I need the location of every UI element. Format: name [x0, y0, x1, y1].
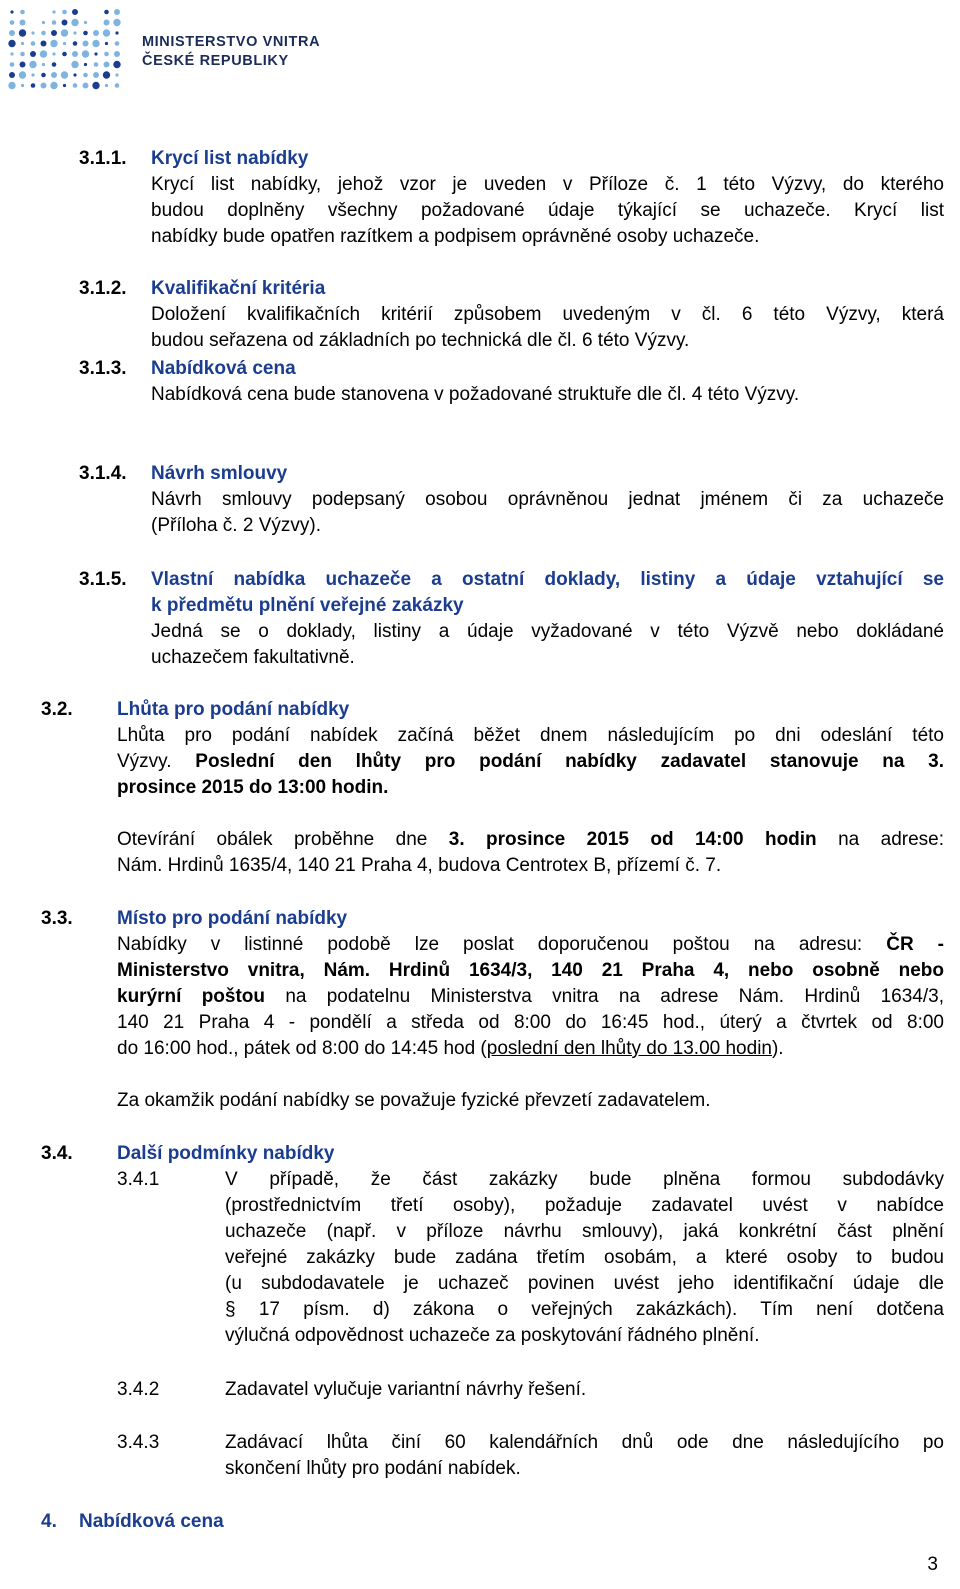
section-3-1-1	[151, 146, 944, 250]
logo-dot	[71, 19, 78, 26]
paragraph-line: Lhůta pro podání nabídek začíná běžet dnem následujícím po dni odeslání této	[117, 725, 944, 746]
logo-dot	[115, 31, 118, 34]
logo-dot	[114, 9, 120, 15]
logo-text-line1: MINISTERSTVO VNITRA	[142, 34, 321, 50]
section-number-3-1-1: 3.1.1.	[79, 148, 127, 169]
logo-dot	[20, 52, 25, 57]
logo-dot	[104, 10, 109, 15]
logo-dot	[62, 52, 67, 57]
text-run: na podatelnu Ministerstva vnitra na adrese Nám. Hrdinů 1634/3,	[285, 986, 944, 1007]
paragraph-line: výlučná odpovědnost uchazeče za poskytování řádného plnění.	[225, 1325, 760, 1346]
logo-dot	[72, 51, 78, 57]
section-title: Návrh smlouvy	[151, 463, 288, 484]
text-run: na adrese:	[838, 829, 945, 850]
logo-dot	[93, 72, 99, 78]
logo-dot	[113, 61, 120, 68]
logo-dot	[105, 42, 108, 45]
logo-dot	[72, 9, 78, 15]
logo-dot	[73, 73, 76, 76]
courier-bold-text: kurýrní poštou	[117, 986, 266, 1007]
deadline-underlined-text: poslední den lhůty do 13.00 hodin	[486, 1038, 772, 1059]
item-number-3-4-2: 3.4.2	[117, 1379, 160, 1400]
text-run: do 16:00 hod., pátek od 8:00 do 14:45 hod (	[117, 1038, 487, 1059]
paragraph-line	[117, 984, 944, 1010]
logo-dot	[31, 31, 34, 34]
paragraph-line: Doložení kvalifikačních kritérií způsobem uvedeným v čl. 6 této Výzvy, která	[151, 304, 944, 325]
logo-dot	[10, 10, 13, 13]
item-3-4-1	[225, 1167, 944, 1349]
logo-dot	[73, 83, 78, 88]
logo-dot	[84, 21, 87, 24]
section-number-3-2: 3.2.	[41, 699, 73, 720]
logo-dot	[20, 62, 26, 68]
section-number-3-1-4: 3.1.4.	[79, 463, 127, 484]
item-number-3-4-1: 3.4.1	[117, 1169, 160, 1190]
section-number-3-1-3: 3.1.3.	[79, 358, 127, 379]
logo-dot	[63, 84, 66, 87]
paragraph-line: Nám. Hrdinů 1635/4, 140 21 Praha 4, budova Centrotex B, přízemí č. 7.	[117, 855, 722, 876]
section-title-4: Nabídková cena	[79, 1511, 224, 1532]
section-3-2	[117, 697, 944, 879]
paragraph-line	[117, 958, 944, 984]
paragraph-line	[117, 1036, 944, 1062]
paragraph-line: (u subdodavatele je uchazeč povinen uvést jeho identifikační údaje dle	[225, 1273, 944, 1294]
logo-dot	[115, 73, 118, 76]
logo-dot	[51, 72, 57, 78]
section-number-3-3: 3.3.	[41, 908, 73, 929]
paragraph-line: budou seřazena od základních po technická dle čl. 6 této Výzvy.	[151, 330, 690, 351]
logo-dot	[82, 50, 89, 57]
paragraph-line: uchazeče (např. v příloze návrhu smlouvy), jaká konkrétní část plnění	[225, 1221, 944, 1242]
section-number-4: 4.	[41, 1511, 57, 1532]
logo-dot	[115, 83, 120, 88]
logo-dot	[42, 21, 45, 24]
paragraph-line: nabídky bude opatřen razítkem a podpisem oprávněné osoby uchazeče.	[151, 226, 760, 247]
logo-dot	[94, 62, 99, 67]
logo-dot	[105, 84, 108, 87]
logo-dot	[20, 20, 26, 26]
logo-dot	[21, 42, 24, 45]
paragraph-line: veřejné zakázky bude zadána třetím osobám, a které osoby to budou	[225, 1247, 944, 1268]
logo-dot	[42, 63, 45, 66]
logo-dot	[31, 73, 34, 76]
paragraph-line: 140 21 Praha 4 - pondělí a středa od 8:00 do 16:45 hod., úterý a čtvrtek od 8:00	[117, 1012, 944, 1033]
logo-dot	[93, 30, 99, 36]
logo-dot	[84, 63, 87, 66]
text-run: Výzvy.	[117, 751, 172, 772]
logo-dot	[30, 51, 36, 57]
logo-dot	[29, 61, 36, 68]
section-number-3-1-5: 3.1.5.	[79, 569, 127, 590]
logo-dot	[52, 62, 57, 67]
logo-dot	[92, 40, 99, 47]
logo-dot	[9, 72, 15, 78]
ministry-logo	[6, 6, 326, 90]
paragraph-line: Zadavatel vylučuje variantní návrhy řešení.	[225, 1379, 587, 1400]
logo-dot	[41, 41, 47, 47]
logo-dot	[31, 83, 36, 88]
paragraph-line: (prostřednictvím třetí osoby), požaduje zadavatel uvést v nabídce	[225, 1195, 944, 1216]
section-3-4	[117, 1141, 944, 1167]
logo-dot	[92, 82, 99, 89]
text-run: Otevírání obálek proběhne dne	[117, 829, 428, 850]
logo-dot	[61, 71, 68, 78]
logo-dot	[62, 20, 68, 26]
logo-dot	[52, 20, 57, 25]
logo-dot	[40, 50, 47, 57]
address-bold-text: Hrdinů 1634/3, 140 21 Praha 4, nebo osobně nebo	[388, 960, 944, 981]
logo-dot	[103, 71, 110, 78]
logo-text-line2: ČESKÉ REPUBLIKY	[142, 53, 289, 69]
item-3-4-2	[225, 1377, 944, 1403]
opening-date-bold-text: 3. prosince 2015 od 14:00 hodin	[448, 829, 817, 850]
logo-dot	[104, 52, 109, 57]
logo-dot	[115, 41, 120, 46]
paragraph-line: § 17 písm. d) zákona o veřejných zakázkách). Tím není dotčena	[225, 1299, 944, 1320]
paragraph-line: Za okamžik podání nabídky se považuje fyzické převzetí zadavatelem.	[117, 1090, 711, 1111]
deadline-bold-text: Poslední den lhůty pro podání nabídky zadavatel stanovuje na 3.	[195, 751, 944, 772]
logo-dot	[19, 29, 26, 36]
section-title: Další podmínky nabídky	[117, 1143, 335, 1164]
logo-dot	[50, 82, 57, 89]
logo-dot	[41, 73, 46, 78]
logo-dot	[83, 83, 89, 89]
section-3-1-5	[151, 567, 944, 671]
text-run: ).	[771, 1038, 784, 1059]
paragraph-line: Nabídková cena bude stanovena v požadované struktuře dle čl. 4 této Výzvy.	[151, 384, 800, 405]
logo-dot	[52, 52, 55, 55]
section-title-line: Vlastní nabídka uchazeče a ostatní doklady, listiny a údaje vztahující se	[151, 569, 944, 590]
logo-dot	[94, 52, 97, 55]
page-number: 3	[927, 1554, 938, 1575]
paragraph-line	[117, 749, 944, 775]
logo-dot	[104, 62, 110, 68]
logo-dot	[10, 52, 13, 55]
logo-dot	[73, 31, 76, 34]
section-3-1-2	[151, 276, 944, 354]
section-number-3-4: 3.4.	[41, 1143, 73, 1164]
logo-dot	[8, 82, 15, 89]
logo-dot	[63, 42, 66, 45]
section-number-3-1-2: 3.1.2.	[79, 278, 127, 299]
logo-dot	[52, 10, 55, 13]
section-3-1-3	[151, 356, 944, 408]
logo-dot	[21, 84, 24, 87]
paragraph-line: uchazečem fakultativně.	[151, 647, 355, 668]
logo-dot	[41, 83, 47, 89]
logo-dot	[113, 19, 120, 26]
item-number-3-4-3: 3.4.3	[117, 1432, 160, 1453]
paragraph-line	[117, 827, 944, 853]
logo-dot	[8, 40, 15, 47]
logo-dot	[83, 73, 88, 78]
logo-dot	[41, 31, 46, 36]
logo-dot	[10, 20, 15, 25]
paragraph-line: Jedná se o doklady, listiny a údaje vyžadované v této Výzvě nebo dokládané	[151, 621, 944, 642]
paragraph-line	[117, 932, 944, 958]
logo-dot	[51, 30, 57, 36]
address-bold-text: Ministerstvo vnitra, Nám.	[117, 960, 371, 981]
logo-dot	[103, 29, 110, 36]
section-title: Místo pro podání nabídky	[117, 908, 348, 929]
logo-dot	[114, 51, 120, 57]
item-3-4-3	[225, 1430, 944, 1482]
logo-dots-icon	[6, 6, 136, 90]
logo-dot	[31, 41, 36, 46]
logo-dot	[50, 40, 57, 47]
deadline-bold-text: prosince 2015 do 13:00 hodin.	[117, 777, 389, 798]
text-run: Nabídky v listinné podobě lze poslat doporučenou poštou na adresu:	[117, 934, 863, 955]
paragraph-line: Krycí list nabídky, jehož vzor je uveden v Příloze č. 1 této Výzvy, do kterého	[151, 174, 944, 195]
logo-dot	[10, 62, 15, 67]
section-3-3	[117, 906, 944, 1114]
logo-dot	[20, 10, 25, 15]
logo-dot	[71, 61, 78, 68]
logo-dot	[83, 41, 89, 47]
paragraph-line: V případě, že část zakázky bude plněna formou subdodávky	[225, 1169, 944, 1190]
logo-dot	[19, 71, 26, 78]
logo-dot	[104, 20, 110, 26]
section-title: Nabídková cena	[151, 358, 296, 379]
paragraph-line: budou doplněny všechny požadované údaje týkající se uchazeče. Krycí list	[151, 200, 944, 221]
section-title: Lhůta pro podání nabídky	[117, 699, 350, 720]
section-title: Kvalifikační kritéria	[151, 278, 326, 299]
paragraph-line: Návrh smlouvy podepsaný osobou oprávněnou jednat jménem či za uchazeče	[151, 489, 944, 510]
logo-dot	[73, 41, 78, 46]
paragraph-line: (Příloha č. 2 Výzvy).	[151, 515, 321, 536]
address-bold-text: ČR -	[886, 934, 944, 955]
paragraph-line: skončení lhůty pro podání nabídek.	[225, 1458, 521, 1479]
logo-dot	[9, 30, 15, 36]
paragraph-line: Zadávací lhůta činí 60 kalendářních dnů ode dne následujícího po	[225, 1432, 944, 1453]
logo-dot	[61, 29, 68, 36]
section-title: Krycí list nabídky	[151, 148, 309, 169]
logo-dot	[62, 10, 67, 15]
logo-dot	[83, 31, 88, 36]
section-3-1-4	[151, 461, 944, 539]
section-title-line: k předmětu plnění veřejné zakázky	[151, 595, 464, 616]
